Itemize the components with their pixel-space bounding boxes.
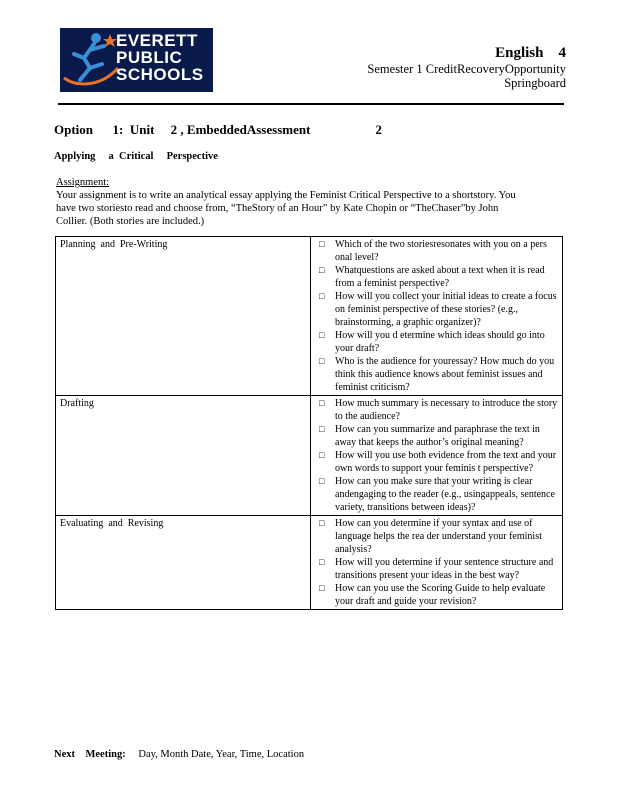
- table-row: [56, 516, 563, 610]
- question-text: How much summary is necessary to introduce the story to the audience?: [335, 398, 558, 422]
- bullet-icon: □: [319, 424, 325, 434]
- stage-questions: [311, 516, 563, 610]
- logo-text: EVERETT PUBLIC SCHOOLS: [116, 31, 204, 84]
- assignment-section: [56, 176, 516, 228]
- list-item: [319, 290, 558, 329]
- course-title: English 4: [495, 45, 566, 61]
- header-course-info: [367, 46, 566, 90]
- question-text: How can you use the Scoring Guide to help evaluate your draft and guide your revision?: [335, 583, 546, 607]
- everett-public-schools-logo: [60, 28, 213, 92]
- question-text: How will you use both evidence from the text and your own words to support your feminis t perspective?: [335, 450, 557, 474]
- table-row: [56, 237, 563, 396]
- question-text: How will you d etermine which ideas should go into your draft?: [335, 330, 545, 354]
- list-item: [319, 423, 558, 449]
- list-item: [319, 355, 558, 394]
- question-text: How can you make sure that your writing is clear andengaging to the reader (e.g., usingappeals, sentence variety, transitions between ideas)?: [335, 476, 555, 513]
- list-item: [319, 264, 558, 290]
- bullet-icon: □: [319, 291, 325, 301]
- next-meeting-text: Day, Month Date, Year, Time, Location: [138, 749, 305, 760]
- list-item: [319, 238, 558, 264]
- bullet-icon: □: [319, 356, 325, 366]
- assignment-text: Your assignment is to write an analytical essay applying the Feminist Critical Perspective to a shortstory. You have two storiesto read and choose from, “TheStory of an Hour” by Kate Chopin or “TheChaser”by John Collier. (Both stories are included.): [56, 190, 516, 227]
- header-divider: [58, 103, 564, 105]
- stage-questions: [311, 396, 563, 516]
- next-meeting: [54, 749, 304, 760]
- assignment-label: Assignment:: [56, 177, 110, 188]
- list-item: [319, 475, 558, 514]
- bullet-icon: □: [319, 330, 325, 340]
- list-item: [319, 449, 558, 475]
- subtitle: Applying a Critical Perspective: [54, 151, 218, 162]
- bullet-icon: □: [319, 476, 325, 486]
- question-text: How will you collect your initial ideas to create a focus on feminist perspective of these stories? (e.g., brainstorming, a graphic organizer)?: [335, 291, 557, 328]
- next-meeting-label: Next Meeting:: [54, 749, 126, 760]
- table-row: [56, 396, 563, 516]
- stage-label: Evaluating and Revising: [56, 516, 311, 610]
- list-item: [319, 582, 558, 608]
- stage-questions: [311, 237, 563, 396]
- question-text: Which of the two storiesresonates with you on a pers onal level?: [335, 239, 547, 263]
- bullet-icon: □: [319, 239, 325, 249]
- question-text: How will you determine if your sentence structure and transitions present your ideas in the best way?: [335, 557, 554, 581]
- stage-label: Planning and Pre-Writing: [56, 237, 311, 396]
- list-item: [319, 556, 558, 582]
- question-text: How can you summarize and paraphrase the text in away that keeps the author’s original meaning?: [335, 424, 540, 448]
- bullet-icon: □: [319, 583, 325, 593]
- list-item: [319, 517, 558, 556]
- stage-label: Drafting: [56, 396, 311, 516]
- bullet-icon: □: [319, 398, 325, 408]
- question-text: Who is the audience for youressay? How much do you think this audience knows about feminist issues and feminist criticism?: [335, 356, 555, 393]
- header-line-springboard: Springboard: [504, 76, 566, 90]
- runner-icon: [60, 28, 120, 92]
- option-heading: Option 1: Unit 2 , EmbeddedAssessment 2: [54, 122, 382, 137]
- list-item: [319, 329, 558, 355]
- list-item: [319, 397, 558, 423]
- bullet-icon: □: [319, 557, 325, 567]
- bullet-icon: □: [319, 265, 325, 275]
- question-text: How can you determine if your syntax and use of language helps the rea der understand your feminist analysis?: [335, 518, 542, 555]
- header-line-semester: Semester 1 CreditRecoveryOpportunity: [367, 62, 566, 76]
- process-table: [55, 236, 563, 610]
- bullet-icon: □: [319, 518, 325, 528]
- question-text: Whatquestions are asked about a text when it is read from a feminist perspective?: [335, 265, 545, 289]
- bullet-icon: □: [319, 450, 325, 460]
